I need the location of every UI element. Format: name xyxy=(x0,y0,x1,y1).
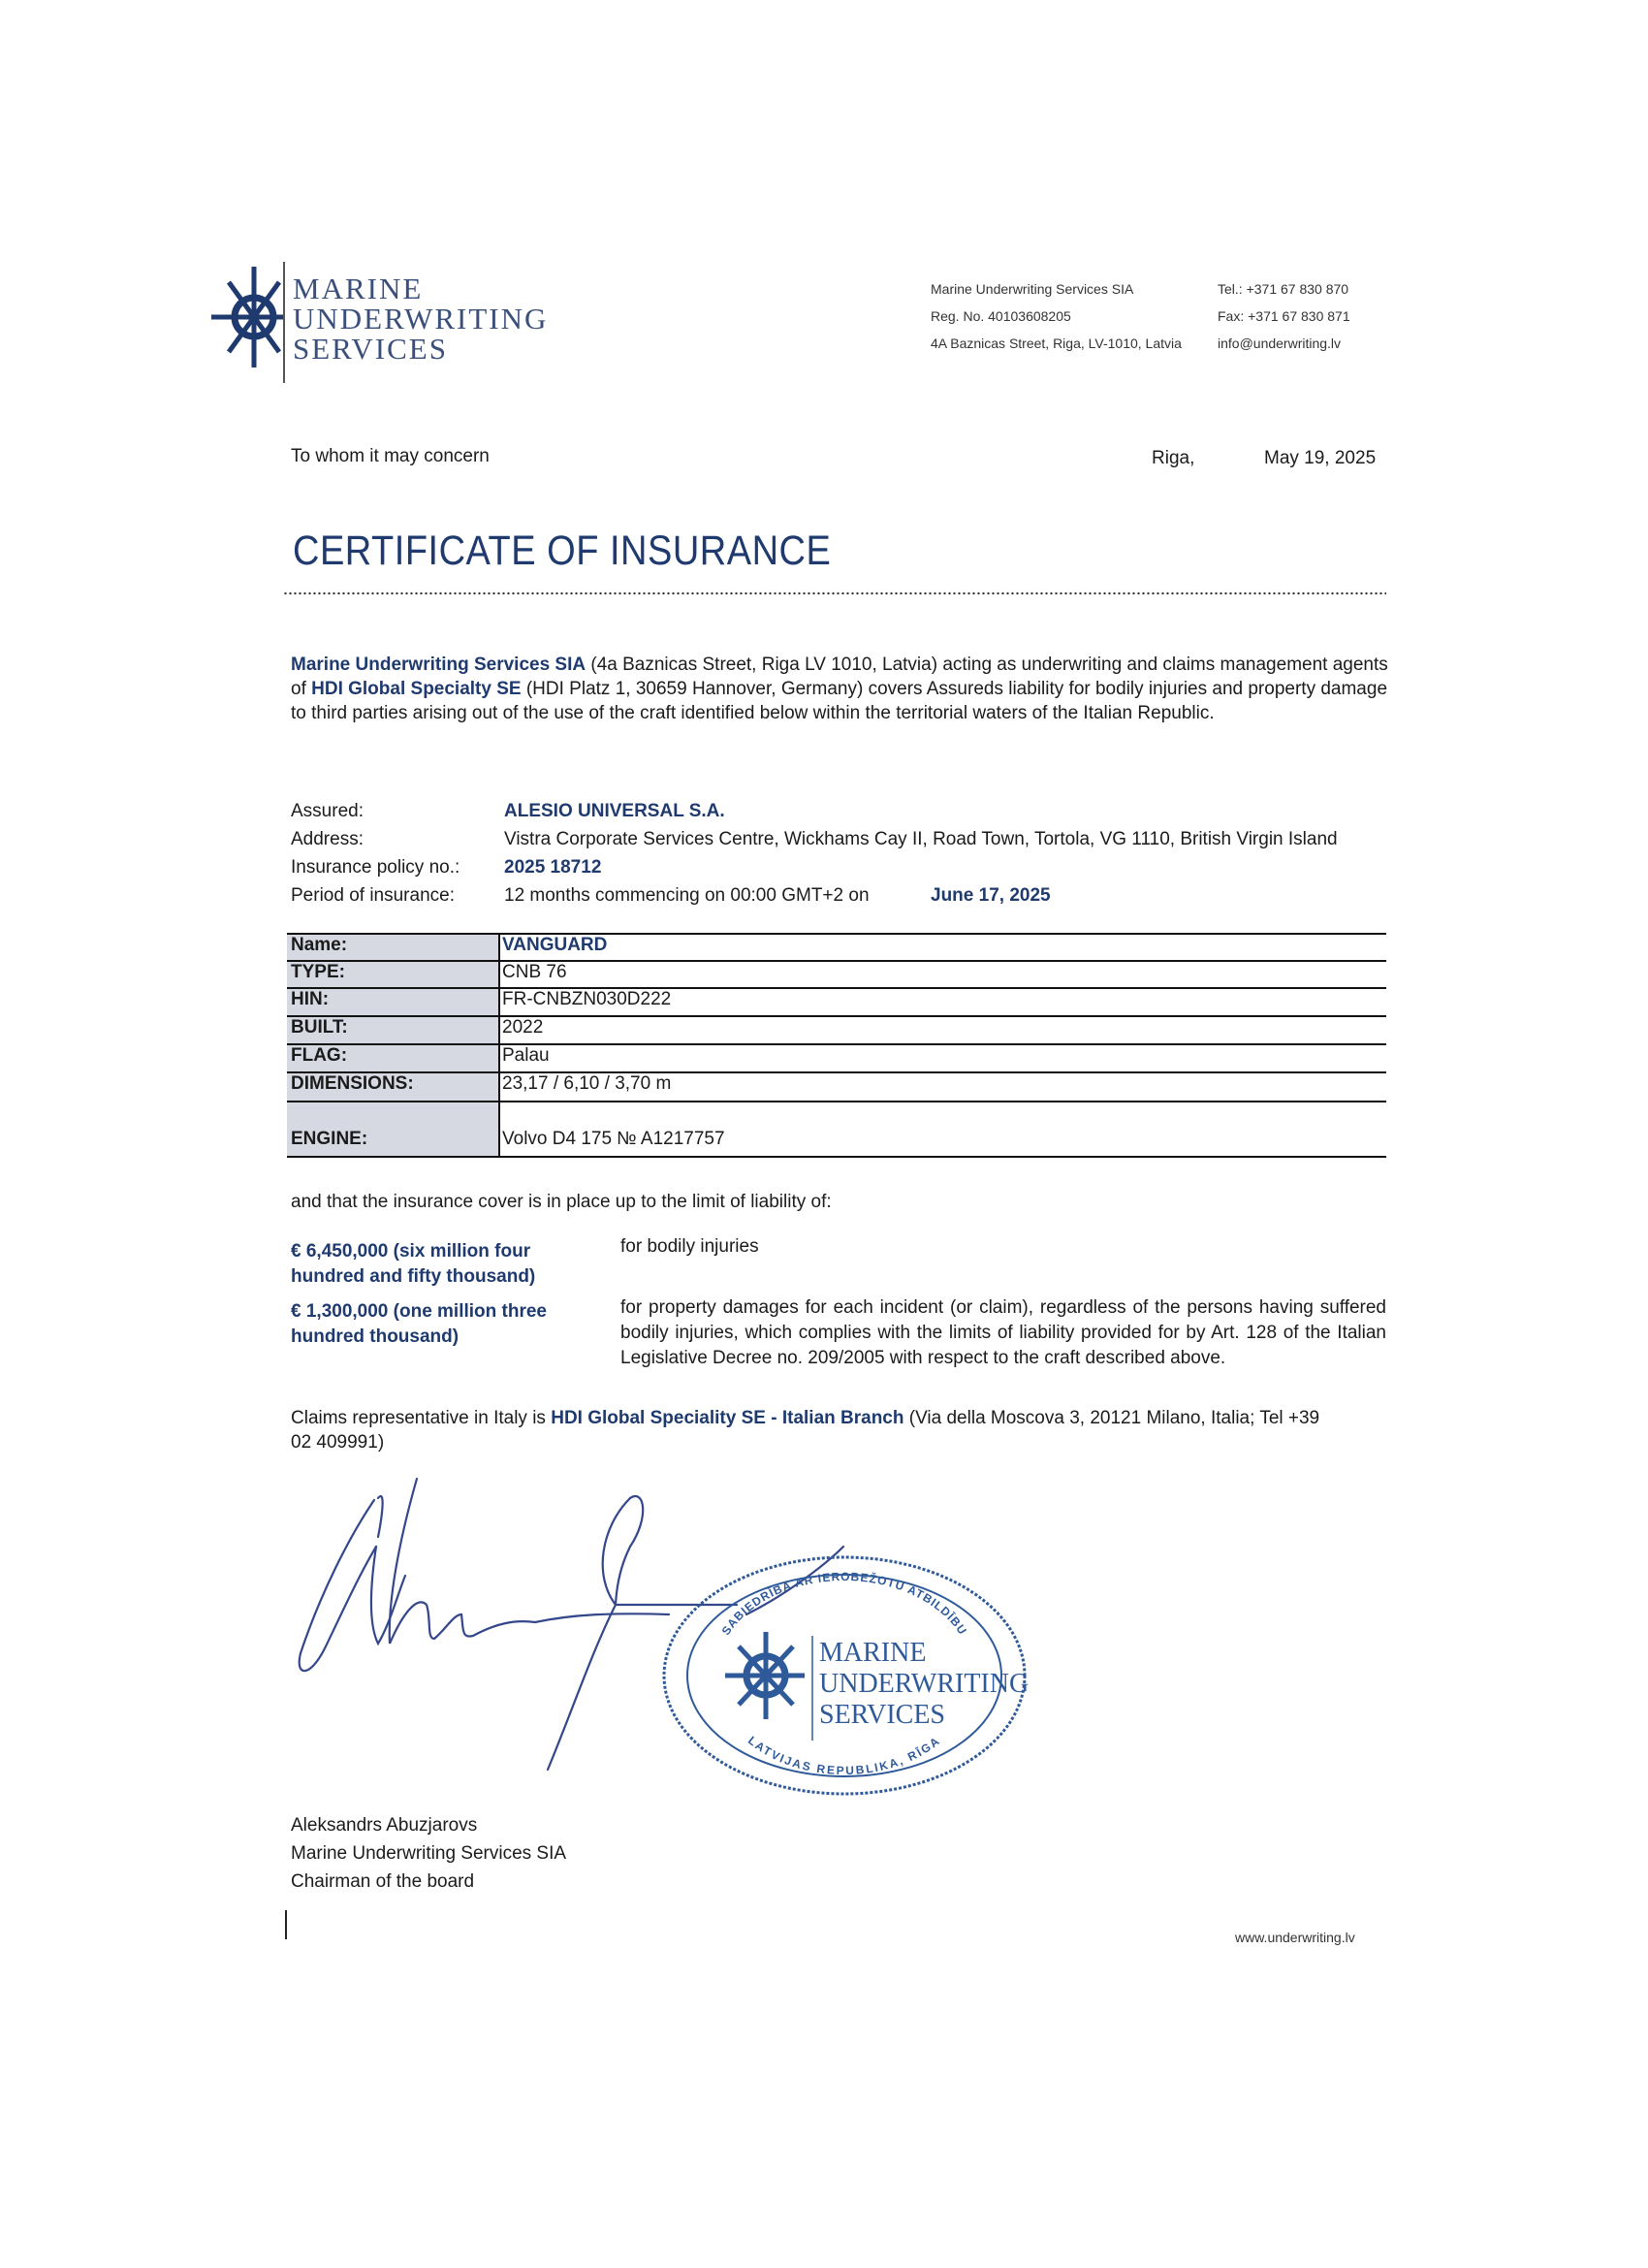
cover-intro: and that the insurance cover is in place up to the limit of liability of: xyxy=(291,1192,832,1212)
stamp-line3: SERVICES xyxy=(819,1700,946,1730)
period-label: Period of insurance: xyxy=(291,885,455,906)
signatory-role: Chairman of the board xyxy=(291,1871,475,1892)
vessel-flag-label: FLAG: xyxy=(287,1045,498,1071)
claims-representative: Claims representative in Italy is HDI Global Speciality SE - Italian Branch (Via della Moscova 3, 20121 Milano, Italia; Tel +39 02 409991) xyxy=(291,1408,1320,1453)
website-link[interactable]: www.underwriting.lv xyxy=(1235,1930,1355,1945)
vessel-type-value: CNB 76 xyxy=(502,962,567,982)
logo-divider xyxy=(283,262,285,383)
table-row xyxy=(287,989,1386,1017)
cover-amount-property: € 1,300,000 (one million three hundred thousand) xyxy=(291,1301,547,1347)
header-company-info: Marine Underwriting Services SIA Reg. No. 40103608205 4A Baznicas Street, Riga, LV-1010, Latvia xyxy=(931,281,1182,351)
table-row xyxy=(287,1045,1386,1073)
company-logo-text: MARINE UNDERWRITING SERVICES xyxy=(293,272,549,366)
vessel-dimensions-label: DIMENSIONS: xyxy=(287,1073,498,1101)
vessel-hin-label: HIN: xyxy=(287,989,498,1015)
cover-text-property: for property damages for each incident (or claim), regardless of the persons having suffered bodily injuries, which complies with the limits of liability provided for by Art. 128 of the Italian Legislative Decree no. 209/2005 with respect to the craft described above. xyxy=(620,1297,1386,1368)
company-stamp xyxy=(659,1547,1030,1799)
vessel-built-value: 2022 xyxy=(502,1017,544,1038)
vessel-hin-value: FR-CNBZN030D222 xyxy=(502,989,672,1009)
address-label: Address: xyxy=(291,829,364,849)
salutation: To whom it may concern xyxy=(291,446,490,466)
signatory-company: Marine Underwriting Services SIA xyxy=(291,1843,567,1864)
cover-amount-bodily: € 6,450,000 (six million four hundred and fifty thousand) xyxy=(291,1241,536,1287)
vessel-flag-value: Palau xyxy=(502,1045,550,1066)
policy-value: 2025 18712 xyxy=(504,857,602,878)
dotted-divider xyxy=(283,591,1386,595)
svg-text:SABIEDRĪBA AR IEROBEŽOTU ATBIL xyxy=(719,1570,970,1638)
margin-mark xyxy=(285,1910,287,1939)
stamp-top-text: SABIEDRĪBA AR IEROBEŽOTU ATBILDĪBU xyxy=(718,1569,970,1638)
table-row xyxy=(287,935,1386,962)
assured-label: Assured: xyxy=(291,801,364,821)
header-contact-info: Tel.: +371 67 830 870 Fax: +371 67 830 871 info@underwriting.lv xyxy=(1218,281,1350,351)
stamp-line2: UNDERWRITING xyxy=(819,1669,1030,1699)
vessel-type-label: TYPE: xyxy=(287,962,498,987)
cover-text-bodily: for bodily injuries xyxy=(620,1236,759,1257)
table-row xyxy=(287,1017,1386,1045)
stamp-wheel-icon xyxy=(725,1632,805,1719)
date: May 19, 2025 xyxy=(1264,448,1377,468)
vessel-dimensions-value: 23,17 / 6,10 / 3,70 m xyxy=(502,1073,672,1094)
intro-paragraph: Marine Underwriting Services SIA (4a Baznicas Street, Riga LV 1010, Latvia) acting as underwriting and claims management agents of HDI Global Specialty SE (HDI Platz 1, 30659 Hannover, Germany) covers Assureds liability for bodily injuries and property damage to third parties arising out of the use of the craft identified below within the territorial waters of the Italian Republic. xyxy=(291,655,1388,723)
vessel-engine-label: ENGINE: xyxy=(287,1102,498,1156)
table-row xyxy=(287,962,1386,989)
svg-text:LATVIJAS REPUBLIKA, RĪGA xyxy=(745,1734,943,1777)
stamp-line1: MARINE xyxy=(819,1638,927,1668)
assured-value: ALESIO UNIVERSAL S.A. xyxy=(504,801,725,821)
vessel-name-label: Name: xyxy=(287,935,498,960)
signatory-block xyxy=(291,1811,566,1896)
place: Riga, xyxy=(1152,448,1195,468)
table-row xyxy=(287,1102,1386,1158)
table-row xyxy=(287,1073,1386,1102)
vessel-built-label: BUILT: xyxy=(287,1017,498,1043)
address-value: Vistra Corporate Services Centre, Wickhams Cay II, Road Town, Tortola, VG 1110, British Virgin Island xyxy=(504,829,1338,849)
ship-wheel-logo-icon xyxy=(211,257,283,373)
vessel-name-value: VANGUARD xyxy=(502,935,608,955)
vessel-engine-value: Volvo D4 175 № A1217757 xyxy=(502,1129,725,1149)
period-value: 12 months commencing on 00:00 GMT+2 on xyxy=(504,885,870,906)
policy-label: Insurance policy no.: xyxy=(291,857,460,878)
stamp-bottom-text: LATVIJAS REPUBLIKA, RĪGA xyxy=(745,1733,944,1778)
period-date: June 17, 2025 xyxy=(931,885,1051,906)
page-title: CERTIFICATE OF INSURANCE xyxy=(293,528,832,575)
signatory-name: Aleksandrs Abuzjarovs xyxy=(291,1815,478,1836)
